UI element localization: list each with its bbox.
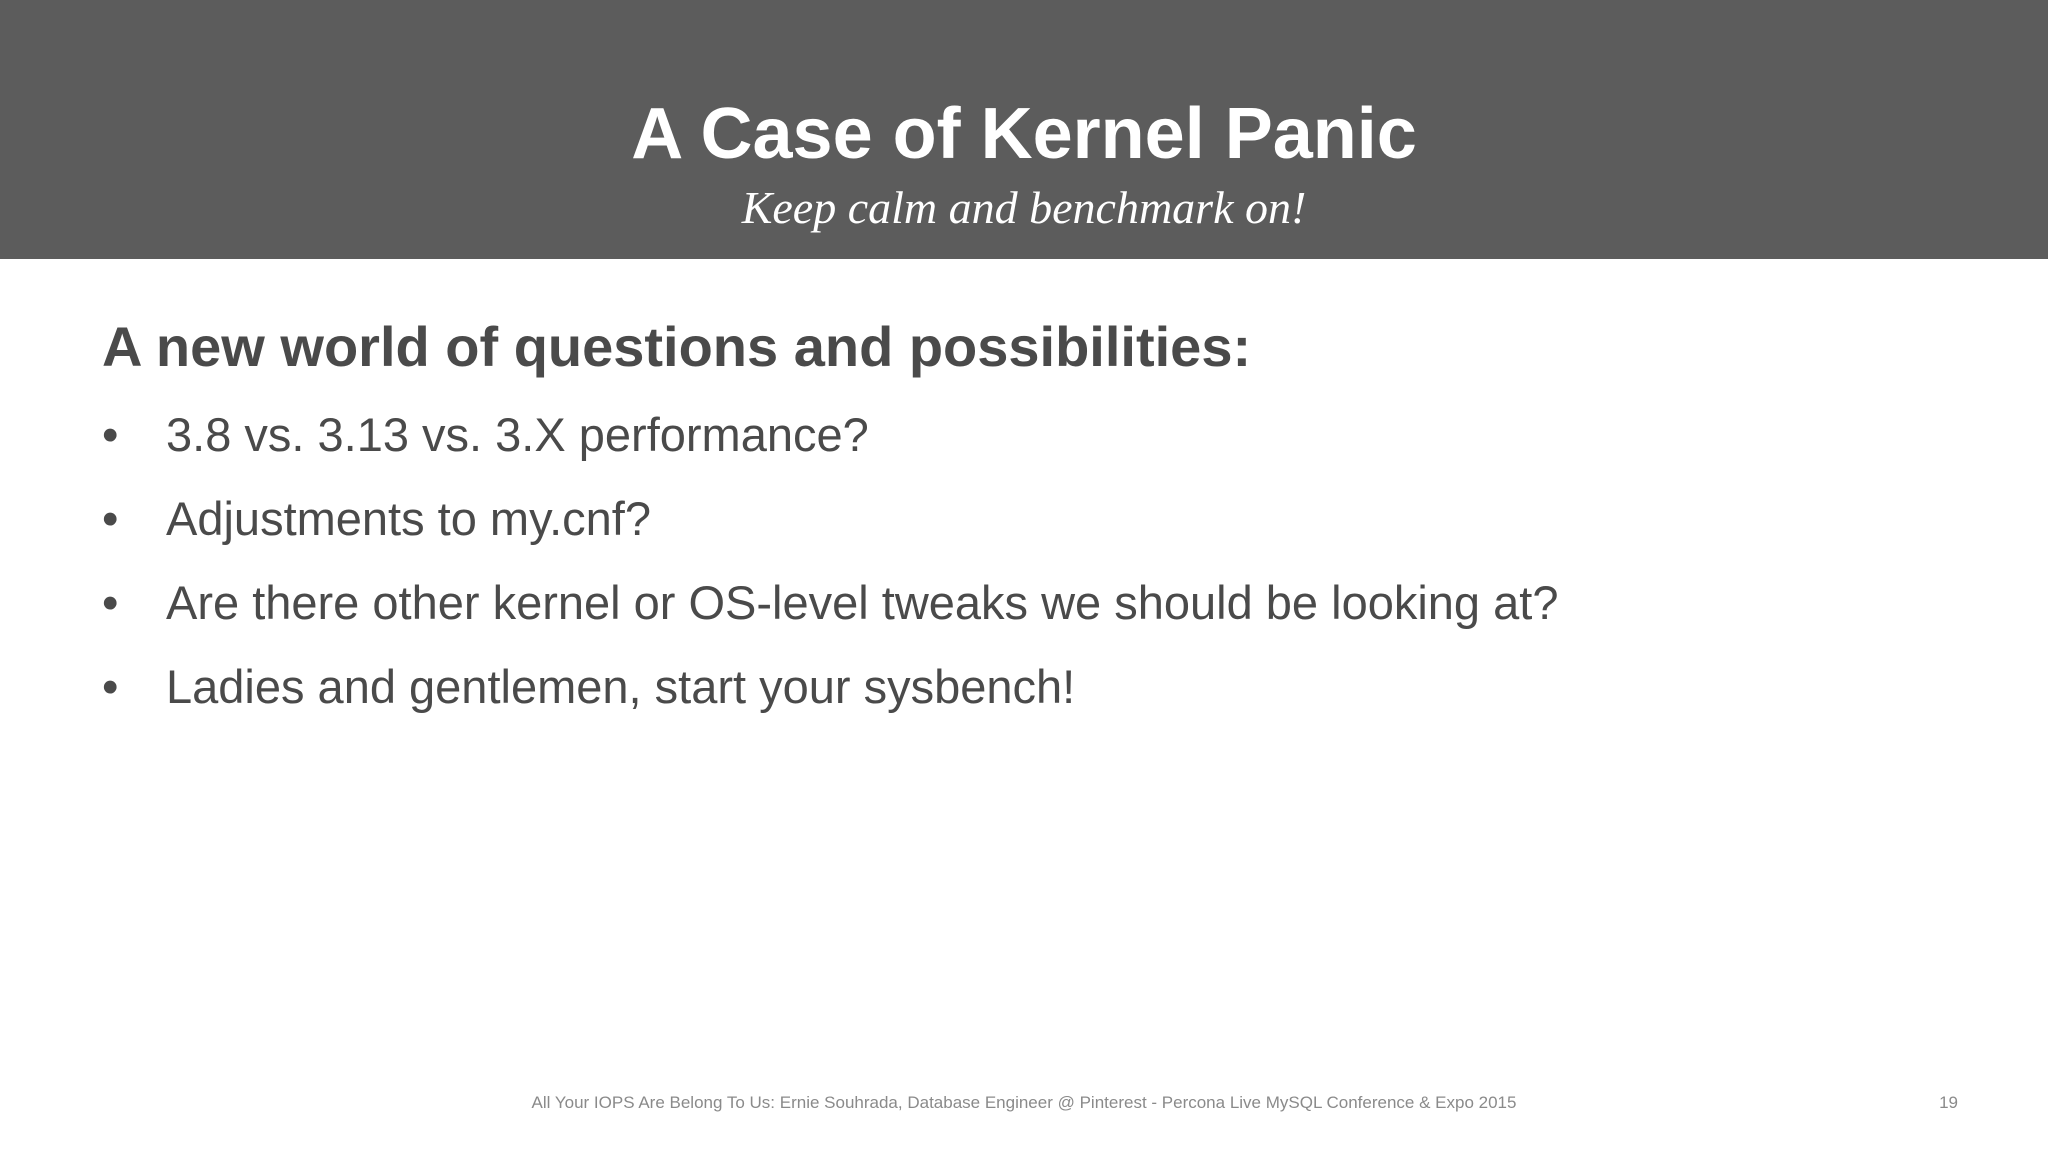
slide-title: A Case of Kernel Panic bbox=[631, 94, 1417, 174]
section-heading: A new world of questions and possibilities: bbox=[102, 315, 1252, 378]
bullet-text: 3.8 vs. 3.13 vs. 3.X performance? bbox=[166, 408, 869, 461]
bullet-icon: • bbox=[102, 492, 119, 545]
page-number: 19 bbox=[1939, 1093, 1958, 1112]
slide-footer: All Your IOPS Are Belong To Us: Ernie Souhrada, Database Engineer @ Pinterest - Percona Live MySQL Conference & Expo 2015 bbox=[531, 1093, 1517, 1112]
bullet-text: Are there other kernel or OS-level tweaks we should be looking at? bbox=[166, 576, 1559, 629]
bullet-icon: • bbox=[102, 408, 119, 461]
bullet-icon: • bbox=[102, 576, 119, 629]
bullet-text: Adjustments to my.cnf? bbox=[166, 492, 651, 545]
header-band bbox=[0, 0, 2048, 259]
slide-subtitle: Keep calm and benchmark on! bbox=[741, 182, 1307, 233]
bullet-text: Ladies and gentlemen, start your sysbench! bbox=[166, 660, 1076, 713]
bullet-icon: • bbox=[102, 660, 119, 713]
